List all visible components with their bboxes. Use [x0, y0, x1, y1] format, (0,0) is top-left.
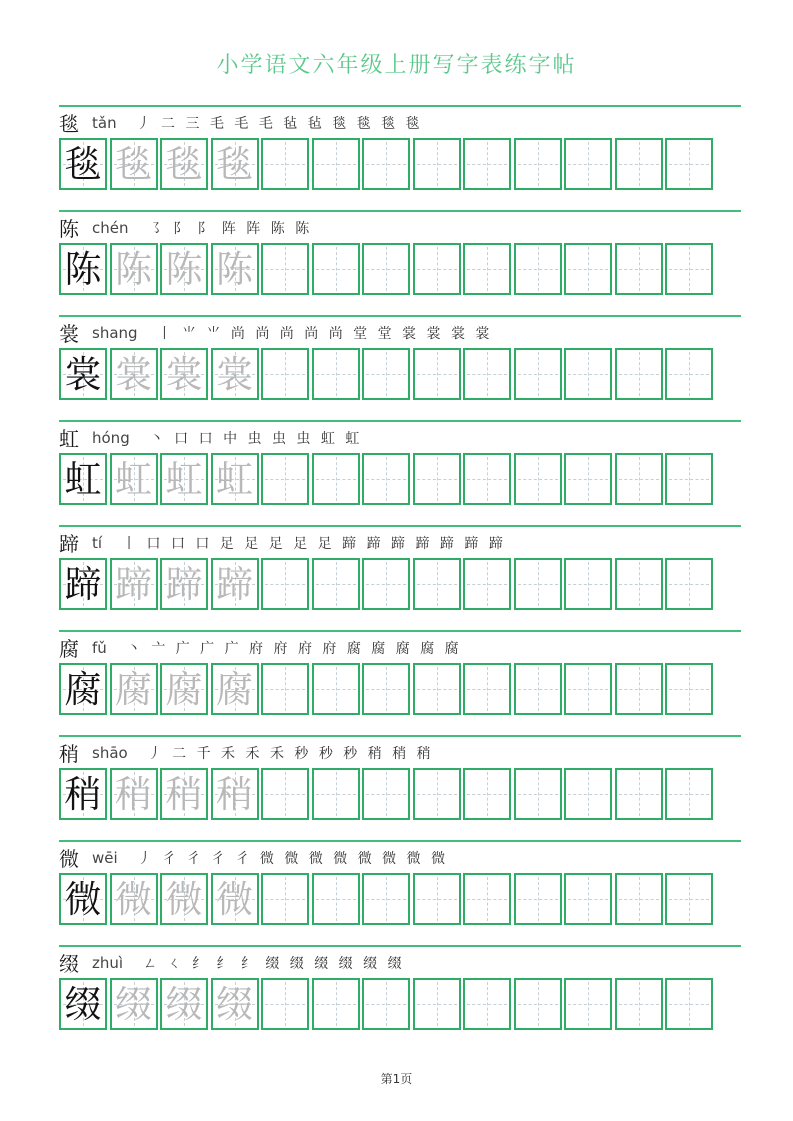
- pinyin-label: tǎn: [92, 113, 117, 132]
- practice-cell: [160, 138, 208, 190]
- practice-cell: [110, 558, 158, 610]
- practice-cell: [261, 663, 309, 715]
- practice-grid: [59, 348, 741, 400]
- target-character: 陈: [59, 217, 79, 241]
- practice-grid: [59, 873, 741, 925]
- trace-character: 陈: [216, 247, 253, 291]
- practice-cell: [362, 348, 410, 400]
- pinyin-label: shāo: [92, 743, 128, 762]
- practice-cell: [160, 243, 208, 295]
- trace-character: 陈: [115, 247, 152, 291]
- practice-cell: [110, 768, 158, 820]
- practice-cell: [362, 768, 410, 820]
- practice-cell: [665, 978, 713, 1030]
- model-character: 缀: [64, 982, 102, 1026]
- trace-character: 虹: [165, 457, 203, 501]
- character-header: [59, 527, 741, 558]
- practice-cell: [463, 558, 511, 610]
- character-block: [59, 420, 741, 525]
- practice-cell: [413, 873, 461, 925]
- pinyin-label: zhuì: [92, 953, 124, 972]
- practice-cell: [362, 243, 410, 295]
- stroke-order-sequence: 丨 ⺌ ⺌ 尚 尚 尚 尚 尚 堂 堂 裳 裳 裳 裳: [157, 325, 493, 342]
- character-header: [59, 107, 741, 138]
- practice-cell: [615, 978, 663, 1030]
- trace-character: 陈: [165, 247, 203, 291]
- practice-cell: [463, 138, 511, 190]
- character-block: [59, 525, 741, 630]
- practice-cell: [564, 243, 612, 295]
- practice-cell: [110, 453, 158, 505]
- practice-cell: [261, 348, 309, 400]
- practice-cell: [211, 243, 259, 295]
- practice-cell: [615, 243, 663, 295]
- practice-cell: [564, 348, 612, 400]
- practice-grid: [59, 453, 741, 505]
- practice-cell: [413, 768, 461, 820]
- practice-grid: [59, 558, 741, 610]
- practice-cell: [615, 873, 663, 925]
- stroke-order-sequence: 丿 二 千 禾 禾 禾 秒 秒 秒 稍 稍 稍: [147, 745, 434, 762]
- practice-cell: [514, 138, 562, 190]
- practice-cell: [59, 138, 107, 190]
- practice-cell: [665, 348, 713, 400]
- stroke-order-sequence: 丶 口 口 中 虫 虫 虫 虹 虹: [149, 430, 363, 447]
- trace-character: 稍: [115, 772, 152, 816]
- practice-cell: [312, 348, 360, 400]
- practice-cell: [564, 558, 612, 610]
- practice-cell: [514, 558, 562, 610]
- practice-cell: [665, 768, 713, 820]
- target-character: 腐: [59, 637, 79, 661]
- pinyin-label: tí: [92, 533, 103, 552]
- character-block: [59, 945, 741, 1050]
- practice-cell: [564, 873, 612, 925]
- character-header: [59, 632, 741, 663]
- practice-cell: [211, 663, 259, 715]
- practice-cell: [211, 558, 259, 610]
- pinyin-label: hóng: [92, 428, 130, 447]
- practice-cell: [413, 348, 461, 400]
- practice-cell: [463, 768, 511, 820]
- practice-cell: [160, 768, 208, 820]
- target-character: 裳: [59, 322, 79, 346]
- practice-cell: [665, 558, 713, 610]
- practice-cell: [413, 243, 461, 295]
- stroke-order-sequence: 丨 口 口 口 足 足 足 足 足 蹄 蹄 蹄 蹄 蹄 蹄 蹄: [122, 535, 506, 552]
- practice-cell: [514, 348, 562, 400]
- practice-cell: [110, 243, 158, 295]
- stroke-order-sequence: 丶 亠 广 广 广 府 府 府 府 腐 腐 腐 腐 腐: [126, 640, 462, 657]
- practice-cell: [514, 453, 562, 505]
- practice-cell: [615, 768, 663, 820]
- stroke-order-sequence: 丿 二 三 毛 毛 毛 毡 毡 毯 毯 毯 毯: [136, 115, 423, 132]
- character-block: [59, 840, 741, 945]
- practice-cell: [564, 453, 612, 505]
- practice-cell: [362, 558, 410, 610]
- trace-character: 蹄: [165, 562, 203, 606]
- target-character: 蹄: [59, 532, 79, 556]
- practice-cell: [413, 558, 461, 610]
- practice-cell: [463, 873, 511, 925]
- practice-grid: [59, 663, 741, 715]
- practice-cell: [211, 453, 259, 505]
- trace-character: 虹: [115, 457, 152, 501]
- practice-cell: [261, 558, 309, 610]
- practice-cell: [59, 348, 107, 400]
- practice-cell: [160, 453, 208, 505]
- practice-cell: [59, 873, 107, 925]
- practice-cell: [615, 348, 663, 400]
- character-header: [59, 212, 741, 243]
- model-character: 虹: [64, 457, 102, 501]
- trace-character: 腐: [115, 667, 152, 711]
- character-block: [59, 105, 741, 210]
- practice-cell: [312, 978, 360, 1030]
- practice-cell: [261, 768, 309, 820]
- target-character: 缀: [59, 952, 79, 976]
- target-character: 虹: [59, 427, 79, 451]
- practice-cell: [160, 663, 208, 715]
- trace-character: 腐: [216, 667, 253, 711]
- practice-cell: [413, 138, 461, 190]
- model-character: 裳: [64, 352, 102, 396]
- practice-cell: [564, 138, 612, 190]
- stroke-order-sequence: ㇌ 阝 阝 阵 阵 陈 陈: [148, 220, 313, 237]
- practice-cell: [59, 243, 107, 295]
- practice-cell: [312, 243, 360, 295]
- practice-cell: [160, 873, 208, 925]
- trace-character: 蹄: [216, 562, 253, 606]
- character-header: [59, 737, 741, 768]
- practice-cell: [362, 663, 410, 715]
- practice-cell: [211, 768, 259, 820]
- practice-cell: [110, 873, 158, 925]
- target-character: 稍: [59, 742, 79, 766]
- practice-cell: [110, 978, 158, 1030]
- practice-cell: [110, 138, 158, 190]
- practice-cell: [514, 768, 562, 820]
- practice-cell: [665, 243, 713, 295]
- character-header: [59, 317, 741, 348]
- trace-character: 稍: [216, 772, 253, 816]
- practice-cell: [59, 453, 107, 505]
- character-header: [59, 947, 741, 978]
- pinyin-label: fǔ: [92, 638, 107, 657]
- practice-cell: [211, 978, 259, 1030]
- trace-character: 微: [216, 877, 253, 921]
- practice-cell: [362, 138, 410, 190]
- practice-cell: [463, 453, 511, 505]
- model-character: 陈: [64, 247, 102, 291]
- model-character: 微: [64, 877, 102, 921]
- practice-cell: [160, 558, 208, 610]
- practice-cell: [463, 243, 511, 295]
- practice-cell: [160, 348, 208, 400]
- practice-cell: [564, 768, 612, 820]
- practice-cell: [59, 978, 107, 1030]
- practice-cell: [463, 663, 511, 715]
- practice-cell: [312, 873, 360, 925]
- practice-cell: [211, 348, 259, 400]
- practice-cell: [261, 453, 309, 505]
- practice-cell: [59, 558, 107, 610]
- target-character: 微: [59, 847, 79, 871]
- character-block: [59, 315, 741, 420]
- trace-character: 缀: [115, 982, 152, 1026]
- practice-cell: [312, 453, 360, 505]
- practice-cell: [564, 663, 612, 715]
- character-header: [59, 842, 741, 873]
- practice-cell: [312, 768, 360, 820]
- trace-character: 蹄: [115, 562, 152, 606]
- trace-character: 稍: [165, 772, 203, 816]
- practice-cell: [211, 873, 259, 925]
- practice-cell: [261, 873, 309, 925]
- practice-cell: [261, 243, 309, 295]
- practice-cell: [413, 453, 461, 505]
- practice-cell: [615, 663, 663, 715]
- trace-character: 虹: [216, 457, 253, 501]
- practice-grid: [59, 978, 741, 1030]
- worksheet: [59, 105, 741, 1050]
- practice-cell: [160, 978, 208, 1030]
- trace-character: 缀: [165, 982, 203, 1026]
- practice-cell: [312, 138, 360, 190]
- model-character: 毯: [64, 142, 102, 186]
- target-character: 毯: [59, 112, 79, 136]
- practice-cell: [59, 768, 107, 820]
- model-character: 稍: [64, 772, 102, 816]
- trace-character: 微: [115, 877, 152, 921]
- trace-character: 微: [165, 877, 203, 921]
- practice-cell: [514, 978, 562, 1030]
- trace-character: 毯: [216, 142, 253, 186]
- practice-cell: [261, 978, 309, 1030]
- character-block: [59, 630, 741, 735]
- practice-cell: [564, 978, 612, 1030]
- pinyin-label: chén: [92, 218, 129, 237]
- practice-cell: [665, 663, 713, 715]
- trace-character: 腐: [165, 667, 203, 711]
- practice-cell: [514, 243, 562, 295]
- character-block: [59, 735, 741, 840]
- trace-character: 缀: [216, 982, 253, 1026]
- model-character: 蹄: [64, 562, 102, 606]
- practice-grid: [59, 138, 741, 190]
- practice-cell: [615, 138, 663, 190]
- page-title: 小学语文六年级上册写字表练字帖: [216, 53, 577, 78]
- practice-cell: [615, 558, 663, 610]
- trace-character: 毯: [165, 142, 203, 186]
- practice-cell: [413, 978, 461, 1030]
- practice-cell: [665, 873, 713, 925]
- practice-cell: [665, 138, 713, 190]
- practice-cell: [463, 978, 511, 1030]
- practice-cell: [463, 348, 511, 400]
- practice-cell: [665, 453, 713, 505]
- practice-cell: [312, 558, 360, 610]
- practice-grid: [59, 768, 741, 820]
- pinyin-label: shang: [92, 323, 138, 342]
- practice-cell: [59, 663, 107, 715]
- practice-cell: [261, 138, 309, 190]
- practice-cell: [514, 663, 562, 715]
- practice-cell: [312, 663, 360, 715]
- model-character: 腐: [64, 667, 102, 711]
- practice-cell: [362, 978, 410, 1030]
- practice-cell: [362, 873, 410, 925]
- page-number: 第1页: [380, 1072, 413, 1086]
- trace-character: 裳: [115, 352, 152, 396]
- practice-cell: [514, 873, 562, 925]
- character-block: [59, 210, 741, 315]
- practice-cell: [362, 453, 410, 505]
- practice-cell: [615, 453, 663, 505]
- practice-cell: [110, 663, 158, 715]
- trace-character: 裳: [165, 352, 203, 396]
- pinyin-label: wēi: [92, 848, 118, 867]
- trace-character: 毯: [115, 142, 152, 186]
- stroke-order-sequence: ㄥ ㄑ 纟 纟 纟 缀 缀 缀 缀 缀 缀: [143, 955, 405, 972]
- practice-grid: [59, 243, 741, 295]
- practice-cell: [211, 138, 259, 190]
- practice-cell: [413, 663, 461, 715]
- trace-character: 裳: [216, 352, 253, 396]
- stroke-order-sequence: 丿 彳 彳 彳 彳 微 微 微 微 微 微 微 微: [137, 850, 449, 867]
- practice-cell: [110, 348, 158, 400]
- character-header: [59, 422, 741, 453]
